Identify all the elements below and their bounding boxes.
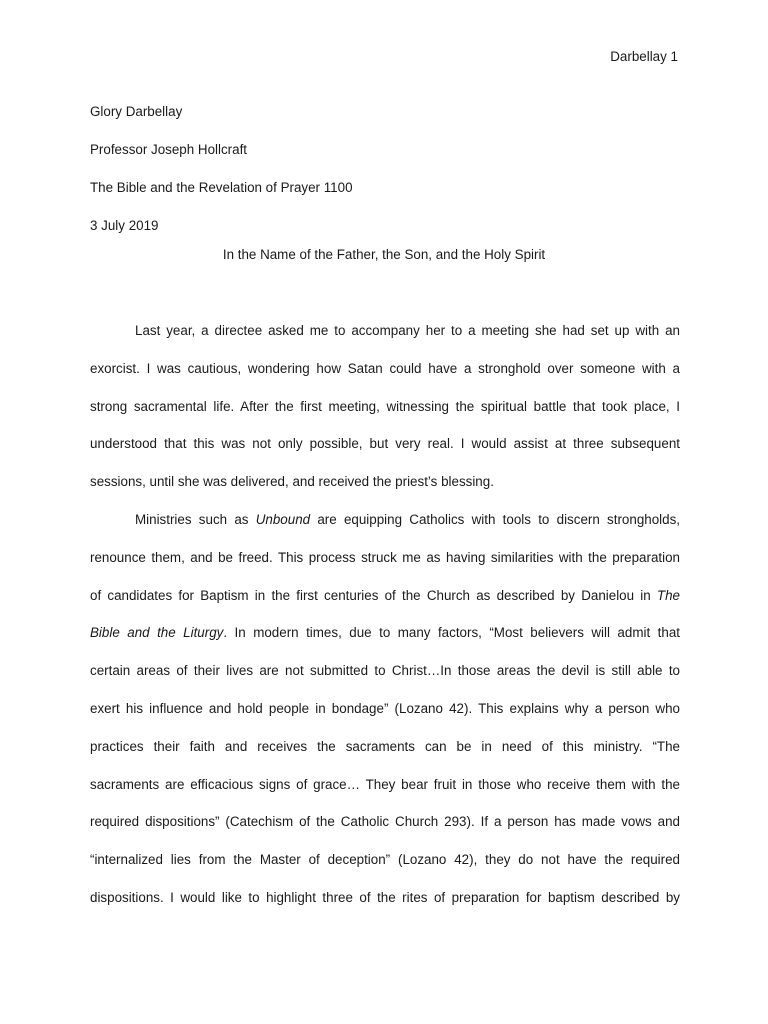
text-line: renounce them, and be freed. This process struck me as having similarities with the preparation [90,549,680,565]
italic-title: Bible and the Liturgy [90,625,224,641]
text-line: certain areas of their lives are not submitted to Christ…In those areas the devil is still able to [90,663,680,679]
body-text [90,312,680,917]
text-line: understood that this was not only possible, but very real. I would assist at three subsequent [90,436,680,452]
text-run: . In modern times, due to many factors, “Most believers will admit that [223,625,680,641]
text-run: Ministries such as [135,511,256,527]
text-line: exorcist. I was cautious, wondering how Satan could have a stronghold over someone with a [90,360,680,376]
paragraph-1 [90,312,680,501]
course-name: The Bible and the Revelation of Prayer 1100 [90,180,353,195]
paper-date: 3 July 2019 [90,218,159,233]
text-run: of candidates for Baptism in the first centuries of the Church as described by Danielou in [90,587,657,603]
text-line [90,614,680,652]
paper-title: In the Name of the Father, the Son, and the Holy Spirit [222,247,546,262]
professor-name: Professor Joseph Hollcraft [90,142,248,157]
text-line: dispositions. I would like to highlight three of the rites of preparation for baptism described by [90,889,680,905]
text-line: exert his influence and hold people in bondage” (Lozano 42). This explains why a person who [90,700,680,716]
text-line [90,577,680,615]
text-line: practices their faith and receives the sacraments can be in need of this ministry. “The [90,738,680,754]
text-line: Last year, a directee asked me to accompany her to a meeting she had set up with an [135,323,680,338]
mla-heading [90,93,680,245]
author-name: Glory Darbellay [90,104,183,119]
text-line: strong sacramental life. After the first meeting, witnessing the spiritual battle that took place, I [90,398,680,414]
text-line: required dispositions” (Catechism of the Catholic Church 293). If a person has made vows and [90,814,680,830]
text-run: are equipping Catholics with tools to discern strongholds, [310,511,680,527]
italic-title: Unbound [255,511,311,527]
paragraph-2 [90,501,680,917]
text-line [90,501,680,539]
italic-title: The [656,587,680,603]
text-line: sacraments are efficacious signs of grace… They bear fruit in those who receive them with the [90,776,680,792]
text-line: “internalized lies from the Master of deception” (Lozano 42), they do not have the required [90,852,680,868]
running-head: Darbellay 1 [610,49,678,64]
text-line: sessions, until she was delivered, and received the priest’s blessing. [90,474,494,490]
